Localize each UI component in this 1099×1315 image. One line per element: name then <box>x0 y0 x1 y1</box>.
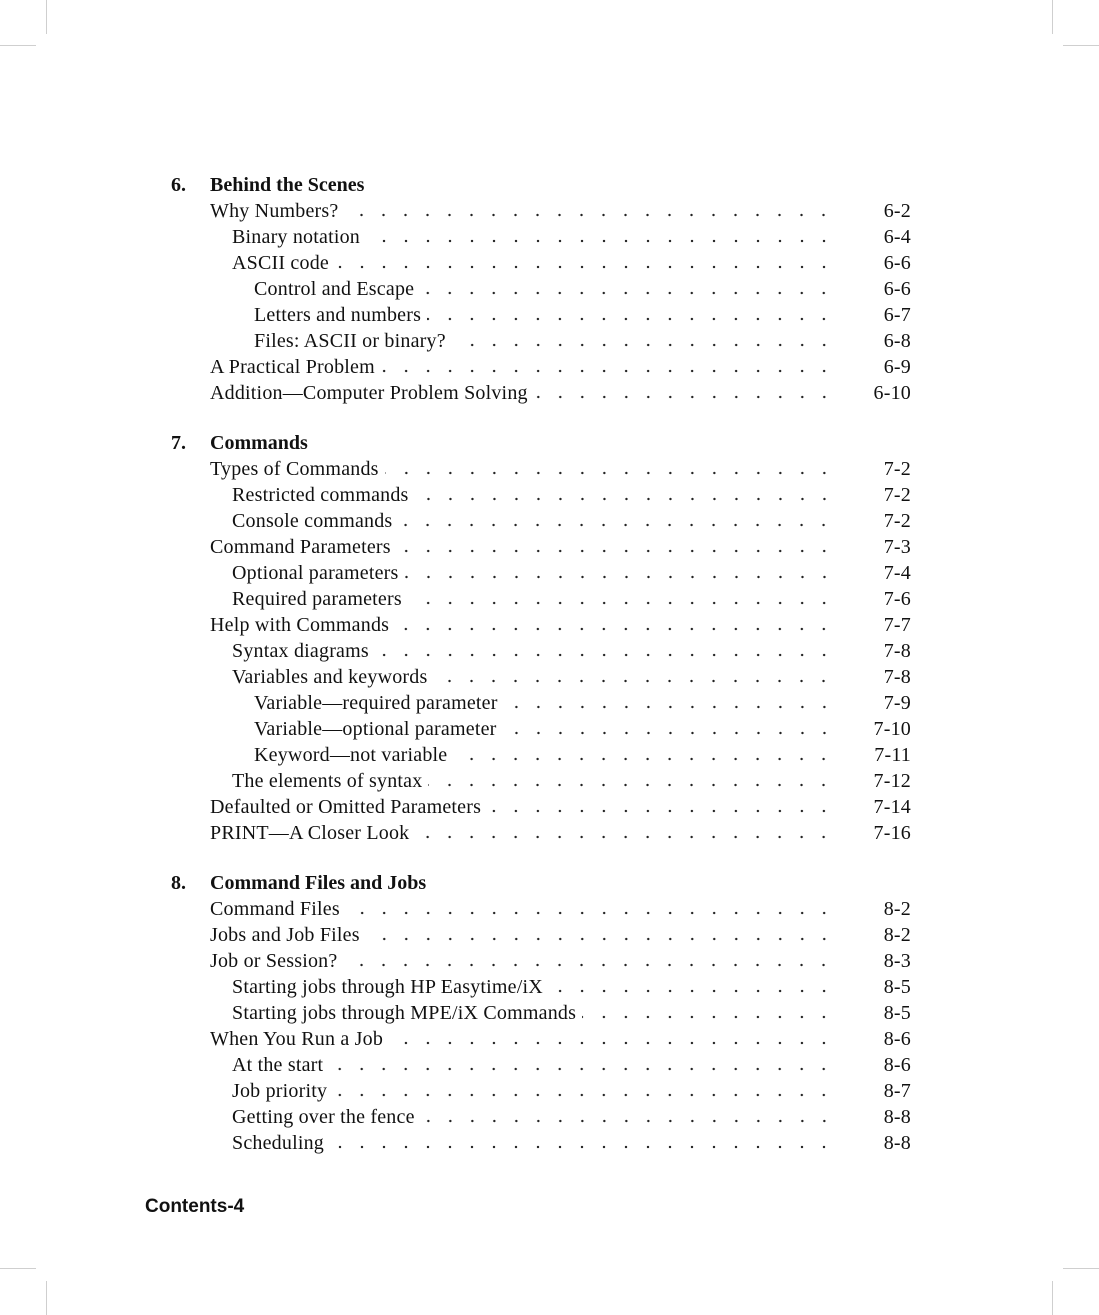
toc-entry[interactable] <box>171 896 911 922</box>
toc-entry-title: Job or Session? <box>210 949 338 972</box>
toc-entry-title: Starting jobs through HP Easytime/iX <box>232 975 543 998</box>
toc-entry[interactable] <box>171 820 911 846</box>
chapter-heading[interactable] <box>171 870 911 896</box>
dot-leader <box>549 988 835 994</box>
chapter-heading[interactable] <box>171 172 911 198</box>
toc-entry-page: 7-14 <box>873 795 911 818</box>
toc-entry-page: 6-8 <box>883 329 911 352</box>
toc-entry-title: Help with Commands <box>210 613 390 636</box>
chapter-title: Commands <box>210 431 308 454</box>
toc-entry-title: Addition—Computer Problem Solving <box>210 381 528 404</box>
dot-leader <box>453 756 835 762</box>
toc-entry-title: Variable—required parameter <box>254 691 498 714</box>
toc-entry-page: 6-4 <box>883 225 911 248</box>
toc-entry-title: Letters and numbers <box>254 303 422 326</box>
toc-entry-page: 6-10 <box>873 381 911 404</box>
toc-entry[interactable] <box>171 508 911 534</box>
toc-entry[interactable] <box>171 742 911 768</box>
dot-leader <box>344 212 835 218</box>
toc-entry-page: 7-2 <box>883 509 911 532</box>
toc-entry-page: 8-2 <box>883 923 911 946</box>
dot-leader <box>335 264 835 270</box>
crop-mark <box>0 45 36 46</box>
toc-entry[interactable] <box>171 794 911 820</box>
toc-entry[interactable] <box>171 1052 911 1078</box>
toc-entry-title: Binary notation <box>232 225 360 248</box>
toc-entry[interactable] <box>171 974 911 1000</box>
toc-entry[interactable] <box>171 1078 911 1104</box>
chapter-title: Behind the Scenes <box>210 173 365 196</box>
dot-leader <box>366 238 835 244</box>
chapter-heading[interactable] <box>171 430 911 456</box>
toc-entry[interactable] <box>171 1000 911 1026</box>
dot-leader <box>582 1014 835 1020</box>
dot-leader <box>420 290 835 296</box>
crop-mark <box>1063 45 1099 46</box>
toc-entry-title: The elements of syntax <box>232 769 423 792</box>
toc-entry-title: Syntax diagrams <box>232 639 369 662</box>
toc-entry-title: Optional parameters <box>232 561 399 584</box>
chapter-number: 6. <box>171 173 186 196</box>
toc-entry-page: 7-4 <box>883 561 911 584</box>
toc-entry-page: 6-7 <box>883 303 911 326</box>
toc-entry-page: 8-5 <box>883 1001 911 1024</box>
dot-leader <box>428 782 835 788</box>
toc-chapter <box>171 870 911 1156</box>
toc-entry[interactable] <box>171 482 911 508</box>
toc-entry[interactable] <box>171 276 911 302</box>
toc-entry-page: 7-6 <box>883 587 911 610</box>
dot-leader <box>395 626 835 632</box>
dot-leader <box>452 342 835 348</box>
dot-leader <box>398 522 835 528</box>
dot-leader <box>504 704 835 710</box>
toc-entry[interactable] <box>171 224 911 250</box>
dot-leader <box>427 316 835 322</box>
toc-entry-page: 6-2 <box>883 199 911 222</box>
dot-leader <box>397 548 835 554</box>
toc-entry-page: 7-2 <box>883 457 911 480</box>
toc-entry-title: Command Files <box>210 897 340 920</box>
dot-leader <box>421 1118 835 1124</box>
toc-entry-title: Control and Escape <box>254 277 415 300</box>
toc-entry[interactable] <box>171 354 911 380</box>
toc-entry-page: 8-2 <box>883 897 911 920</box>
dot-leader <box>433 678 835 684</box>
toc-entry[interactable] <box>171 768 911 794</box>
toc-entry-page: 6-9 <box>883 355 911 378</box>
toc-entry-title: Files: ASCII or binary? <box>254 329 446 352</box>
crop-mark <box>1052 0 1053 34</box>
toc-entry-title: Command Parameters <box>210 535 391 558</box>
toc-entry-title: Console commands <box>232 509 393 532</box>
toc-entry-page: 8-8 <box>883 1105 911 1128</box>
toc-entry[interactable] <box>171 638 911 664</box>
toc-entry[interactable] <box>171 534 911 560</box>
toc-entry[interactable] <box>171 560 911 586</box>
crop-mark <box>46 1281 47 1315</box>
toc-entry-title: Scheduling <box>232 1131 324 1154</box>
toc-entry-title: A Practical Problem <box>210 355 375 378</box>
toc-entry-title: Types of Commands <box>210 457 379 480</box>
toc-entry-page: 7-16 <box>873 821 911 844</box>
toc-entry-page: 6-6 <box>883 251 911 274</box>
dot-leader <box>534 394 835 400</box>
dot-leader <box>503 730 835 736</box>
toc-entry[interactable] <box>171 456 911 482</box>
dot-leader <box>415 496 835 502</box>
toc-entry[interactable] <box>171 948 911 974</box>
table-of-contents <box>171 172 911 1180</box>
dot-leader <box>487 808 835 814</box>
toc-entry-page: 8-7 <box>883 1079 911 1102</box>
chapter-number: 7. <box>171 431 186 454</box>
toc-entry-page: 7-9 <box>883 691 911 714</box>
toc-entry-page: 6-6 <box>883 277 911 300</box>
dot-leader <box>385 470 835 476</box>
toc-entry[interactable] <box>171 1130 911 1156</box>
dot-leader <box>381 368 835 374</box>
dot-leader <box>408 600 835 606</box>
toc-entry-title: Job priority <box>232 1079 328 1102</box>
dot-leader <box>375 652 835 658</box>
toc-entry-page: 8-6 <box>883 1027 911 1050</box>
toc-entry[interactable] <box>171 664 911 690</box>
toc-entry-title: Jobs and Job Files <box>210 923 360 946</box>
toc-entry-title: Variables and keywords <box>232 665 428 688</box>
toc-entry-page: 7-12 <box>873 769 911 792</box>
toc-entry[interactable] <box>171 1104 911 1130</box>
crop-mark <box>46 0 47 34</box>
toc-entry-title: Starting jobs through MPE/iX Commands <box>232 1001 577 1024</box>
toc-entry[interactable] <box>171 1026 911 1052</box>
toc-entry-page: 8-6 <box>883 1053 911 1076</box>
page-label: Contents-4 <box>145 1196 245 1217</box>
dot-leader <box>329 1066 835 1072</box>
chapter-number: 8. <box>171 871 186 894</box>
toc-entry-title: Defaulted or Omitted Parameters <box>210 795 482 818</box>
toc-entry-title: Variable—optional parameter <box>254 717 497 740</box>
toc-entry-page: 7-7 <box>883 613 911 636</box>
dot-leader <box>389 1040 835 1046</box>
toc-entry-page: 8-3 <box>883 949 911 972</box>
toc-entry[interactable] <box>171 380 911 406</box>
toc-entry-page: 7-2 <box>883 483 911 506</box>
toc-chapter <box>171 430 911 846</box>
toc-entry[interactable] <box>171 250 911 276</box>
toc-entry-title: Keyword—not variable <box>254 743 448 766</box>
crop-mark <box>1052 1281 1053 1315</box>
dot-leader <box>415 834 835 840</box>
toc-entry-page: 7-11 <box>874 743 911 766</box>
toc-entry-title: Required parameters <box>232 587 402 610</box>
toc-entry-title: When You Run a Job <box>210 1027 384 1050</box>
toc-entry-title: At the start <box>232 1053 324 1076</box>
dot-leader <box>330 1144 835 1150</box>
toc-entry[interactable] <box>171 690 911 716</box>
toc-entry[interactable] <box>171 586 911 612</box>
crop-mark <box>0 1268 36 1269</box>
toc-entry-page: 7-8 <box>883 639 911 662</box>
dot-leader <box>333 1092 835 1098</box>
toc-entry[interactable] <box>171 328 911 354</box>
dot-leader <box>366 936 835 942</box>
toc-entry[interactable] <box>171 198 911 224</box>
toc-entry-page: 8-5 <box>883 975 911 998</box>
dot-leader <box>405 574 835 580</box>
toc-entry-title: PRINT—A Closer Look <box>210 821 410 844</box>
toc-entry-page: 8-8 <box>883 1131 911 1154</box>
toc-entry-title: Getting over the fence <box>232 1105 415 1128</box>
toc-entry-title: Why Numbers? <box>210 199 339 222</box>
chapter-title: Command Files and Jobs <box>210 871 427 894</box>
toc-entry[interactable] <box>171 922 911 948</box>
toc-entry-page: 7-8 <box>883 665 911 688</box>
toc-entry[interactable] <box>171 302 911 328</box>
dot-leader <box>346 910 835 916</box>
crop-mark <box>1063 1268 1099 1269</box>
page-footer <box>145 1196 244 1218</box>
toc-entry[interactable] <box>171 716 911 742</box>
toc-entry-page: 7-10 <box>873 717 911 740</box>
dot-leader <box>343 962 835 968</box>
toc-entry-title: ASCII code <box>232 251 329 274</box>
toc-entry-page: 7-3 <box>883 535 911 558</box>
toc-chapter <box>171 172 911 406</box>
toc-entry-title: Restricted commands <box>232 483 409 506</box>
toc-entry[interactable] <box>171 612 911 638</box>
